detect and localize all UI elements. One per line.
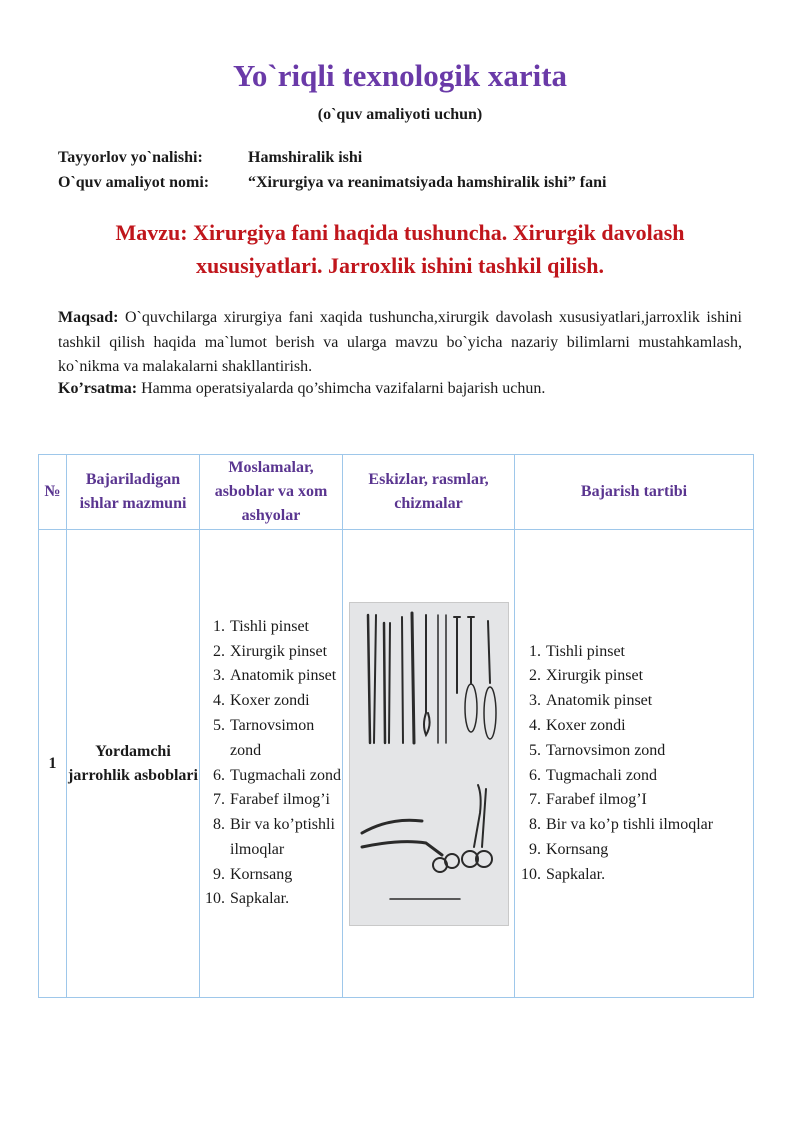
list-item: 6. Tugmachali zond — [229, 764, 342, 789]
direction-value: Hamshiralik ishi — [248, 149, 363, 166]
list-item: 1. Tishli pinset — [545, 640, 753, 665]
page-title: Yo`riqli texnologik xarita — [232, 58, 568, 93]
list-item: 2. Xirurgik pinset — [229, 640, 342, 665]
practice-label: O`quv amaliyot nomi: — [58, 174, 210, 191]
direction-row — [58, 149, 362, 167]
header-task: Bajariladigan ishlar mazmuni — [67, 455, 200, 530]
list-item: 3. Anatomik pinset — [545, 689, 753, 714]
row-tools-cell — [200, 530, 343, 998]
tech-map-table — [38, 454, 754, 998]
list-item: 2. Xirurgik pinset — [545, 664, 753, 689]
list-item: 4. Koxer zondi — [545, 714, 753, 739]
header-num: № — [39, 455, 67, 530]
list-item: 10. Sapkalar. — [545, 863, 753, 888]
topic-heading: Mavzu: Xirurgiya fani haqida tushuncha. Xirurgik davolash xususiyatlari. Jarroxlik ishini tashkil qilish. — [115, 220, 685, 278]
row-order-cell — [515, 530, 754, 998]
row-num: 1 — [39, 530, 67, 998]
list-item: 7. Farabef ilmog’i — [229, 788, 342, 813]
list-item: 6. Tugmachali zond — [545, 764, 753, 789]
list-item: 8. Bir va ko’ptishli ilmoqlar — [229, 813, 342, 863]
list-item: 1. Tishli pinset — [229, 615, 342, 640]
row-task: Yordamchi jarrohlik asboblari — [67, 530, 200, 998]
table-header-row — [39, 455, 754, 530]
list-item: 9. Kornsang — [545, 838, 753, 863]
tools-list — [200, 615, 342, 913]
order-list — [515, 640, 753, 888]
table-row — [39, 530, 754, 998]
row-sketch-cell — [343, 530, 515, 998]
list-item: 3. Anatomik pinset — [229, 664, 342, 689]
header-tools: Moslamalar, asboblar va xom ashyolar — [200, 455, 343, 530]
surgical-instruments-photo — [349, 602, 509, 926]
practice-row — [58, 174, 606, 192]
header-order: Bajarish tartibi — [515, 455, 754, 530]
goal-paragraph — [58, 306, 742, 380]
list-item: 9. Kornsang — [229, 863, 342, 888]
list-item: 4. Koxer zondi — [229, 689, 342, 714]
list-item: 7. Farabef ilmog’I — [545, 788, 753, 813]
list-item: 5. Tarnovsimon zond — [545, 739, 753, 764]
note-text: Hamma operatsiyalarda qo’shimcha vazifalarni bajarish uchun. — [137, 380, 546, 397]
practice-value: “Xirurgiya va reanimatsiyada hamshiralik ishi” fani — [248, 174, 607, 191]
header-sketch: Eskizlar, rasmlar, chizmalar — [343, 455, 515, 530]
page-subtitle: (o`quv amaliyoti uchun) — [317, 106, 483, 123]
note-label: Ko’rsatma: — [58, 380, 138, 397]
direction-label: Tayyorlov yo`nalishi: — [58, 149, 203, 166]
note-paragraph — [58, 380, 545, 398]
list-item: 10. Sapkalar. — [229, 887, 342, 912]
goal-text: O`quvchilarga xirurgiya fani xaqida tushuncha,xirurgik davolash xususiyatlari,jarroxlik ishini tashkil qilish haqida ma`lumot berish va ularga mavzu bo`yicha nazariy bilimlarni mustahkamlash, ko`nikma va malakalarni shakllantirish. — [58, 309, 742, 375]
goal-label: Maqsad: — [58, 309, 119, 326]
list-item: 5. Tarnovsimon zond — [229, 714, 342, 764]
list-item: 8. Bir va ko’p tishli ilmoqlar — [545, 813, 753, 838]
